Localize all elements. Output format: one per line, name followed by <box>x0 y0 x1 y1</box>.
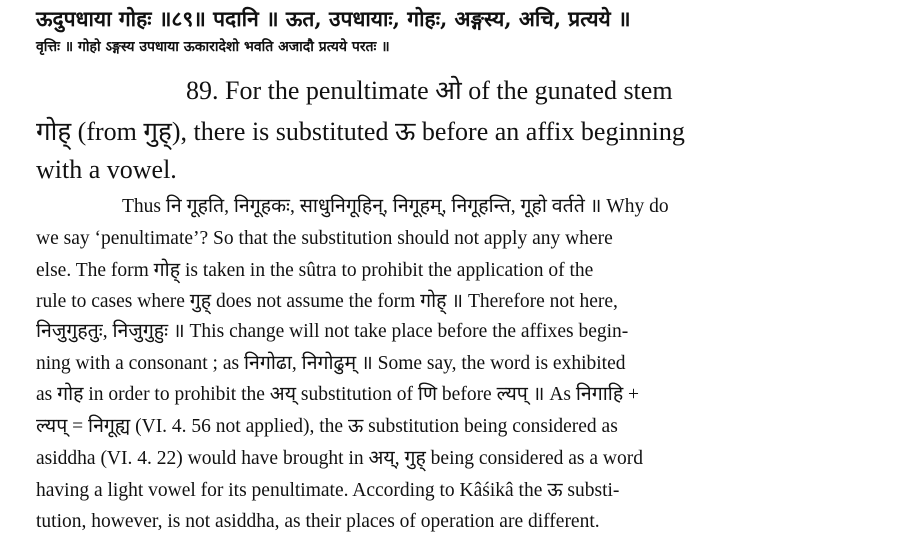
rule-line-2: गोह् (from गुह्), there is substituted ऊ before an affix beginning <box>36 117 685 146</box>
commentary-line: ning with a consonant ; as निगोढा, निगोढुम् ॥ Some say, the word is exhibited <box>36 353 626 374</box>
commentary-line: asiddha (VI. 4. 22) would have brought in अय्, गुह् being considered as a word <box>36 448 643 469</box>
commentary-line: निजुगुहतुः, निजुगुहुः ॥ This change will not take place before the affixes begin- <box>36 321 629 342</box>
commentary-line: tution, however, is not asiddha, as their places of operation are different. <box>36 511 600 532</box>
sutra-line: ऊदुपधाया गोहः ॥८९॥ पदानि ॥ ऊत, उपधायाः, गोहः, अङ्गस्य, अचि, प्रत्यये ॥ <box>36 6 631 31</box>
commentary-line: ल्यप् = निगूह्य (VI. 4. 56 not applied), the ऊ substitution being considered as <box>36 416 618 437</box>
rule-line-3: with a vowel. <box>36 155 177 184</box>
commentary-line: we say ‘penultimate’? So that the substitution should not apply any where <box>36 228 613 249</box>
commentary-line: Thus नि गूहति, निगूहकः, साधुनिगूहिन्, निगूहम्, निगूहन्ति, गूहो वर्तते ॥ Why do <box>122 196 669 217</box>
rule-line-1: 89. For the penultimate ओ of the gunated stem <box>186 76 673 105</box>
vritti-line: वृत्तिः ॥ गोहो ऽङ्गस्य उपधाया ऊकारादेशो भवति अजादौ प्रत्यये परतः ॥ <box>36 39 390 55</box>
commentary-line: as गोह in order to prohibit the अय् substitution of णि before ल्यप् ॥ As निगाहि + <box>36 384 640 405</box>
commentary-line: else. The form गोह् is taken in the sûtra to prohibit the application of the <box>36 260 594 281</box>
commentary-line: having a light vowel for its penultimate. According to Kâśikâ the ऊ substi- <box>36 480 620 501</box>
commentary-line: rule to cases where गुह् does not assume the form गोह् ॥ Therefore not here, <box>36 291 618 312</box>
